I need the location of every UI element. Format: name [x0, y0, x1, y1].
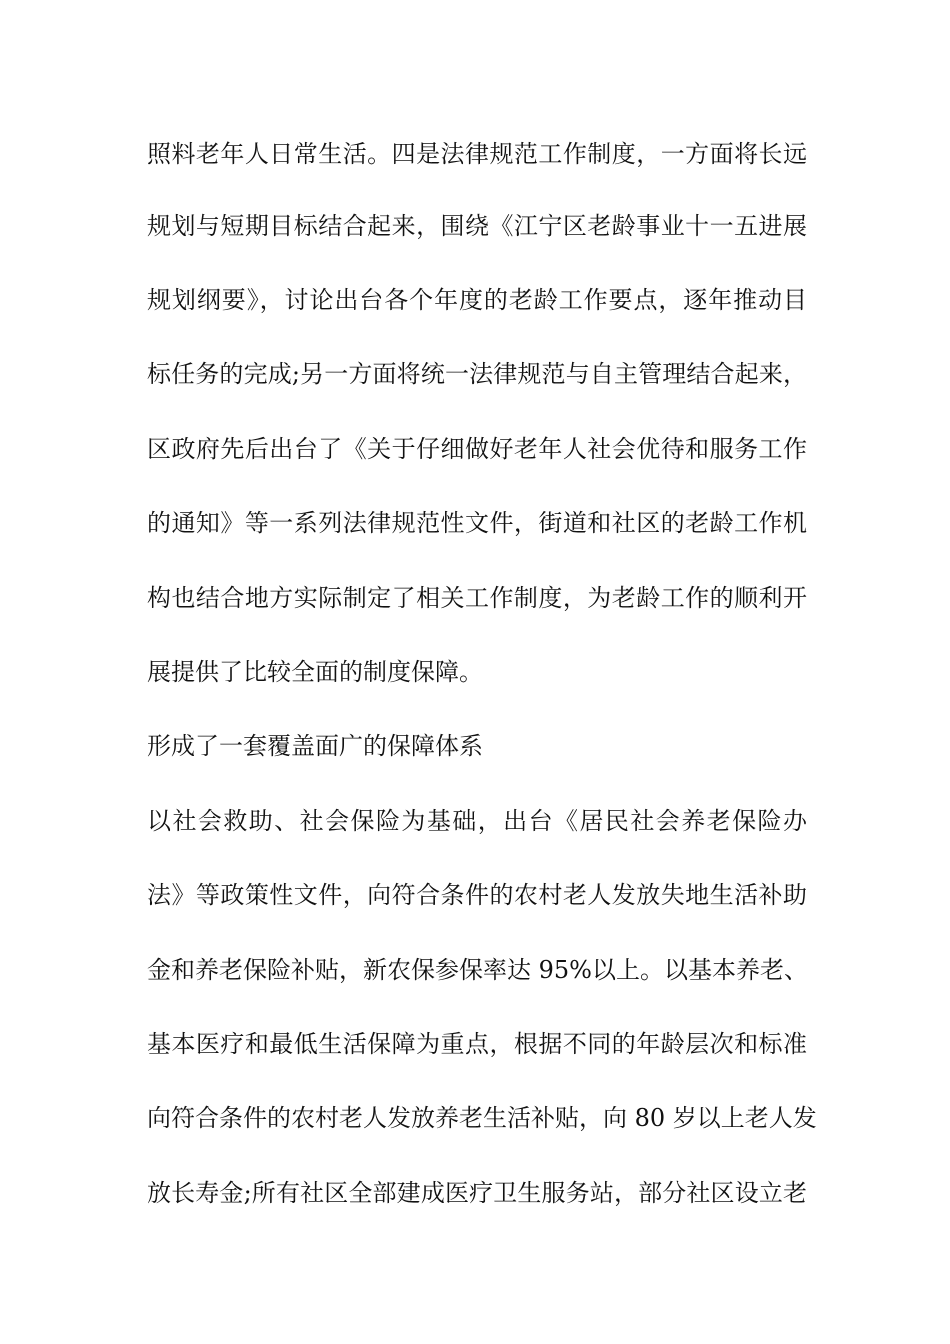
- paragraph-2-line-4: 基本医疗和最低生活保障为重点，根据不同的年龄层次和标准: [147, 1030, 807, 1058]
- paragraph-2-line-2: 法》等政策性文件，向符合条件的农村老人发放失地生活补助: [147, 881, 807, 909]
- paragraph-2-line-6: 放长寿金;所有社区全部建成医疗卫生服务站，部分社区设立老: [147, 1179, 807, 1207]
- paragraph-1-line-1: 照料老年人日常生活。四是法律规范工作制度，一方面将长远: [147, 140, 807, 168]
- paragraph-2-line-3: 金和养老保险补贴，新农保参保率达 95%以上。以基本养老、: [147, 956, 808, 984]
- paragraph-1-line-6: 的通知》等一系列法律规范性文件，街道和社区的老龄工作机: [147, 509, 807, 537]
- paragraph-1-line-2: 规划与短期目标结合起来，围绕《江宁区老龄事业十一五进展: [147, 212, 807, 240]
- paragraph-2-line-5: 向符合条件的农村老人发放养老生活补贴，向 80 岁以上老人发: [147, 1104, 817, 1132]
- paragraph-1-line-7: 构也结合地方实际制定了相关工作制度，为老龄工作的顺利开: [147, 584, 807, 612]
- paragraph-2-line-1: 以社会救助、社会保险为基础，出台《居民社会养老保险办: [147, 807, 807, 835]
- paragraph-1-line-5: 区政府先后出台了《关于仔细做好老年人社会优待和服务工作: [147, 435, 807, 463]
- section-heading: 形成了一套覆盖面广的保障体系: [147, 732, 483, 760]
- paragraph-1-line-3: 规划纲要》，讨论出台各个年度的老龄工作要点，逐年推动目: [147, 286, 807, 314]
- paragraph-1-line-4: 标任务的完成;另一方面将统一法律规范与自主管理结合起来，: [147, 360, 807, 388]
- paragraph-1-line-8: 展提供了比较全面的制度保障。: [147, 658, 483, 686]
